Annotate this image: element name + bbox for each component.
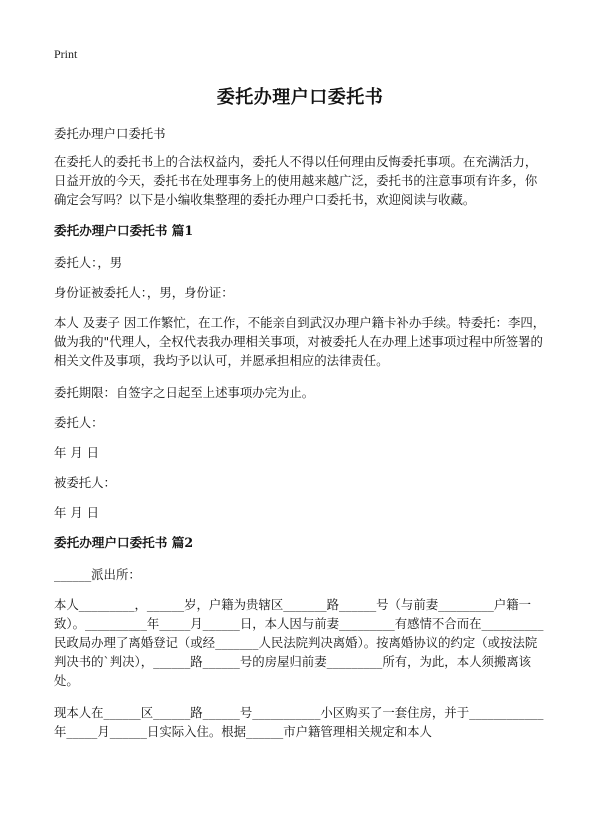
document-subtitle: 委托办理户口委托书: [54, 126, 166, 141]
paragraph: 委托人：，男: [54, 255, 123, 270]
paragraph: 年 月 日: [54, 505, 100, 520]
paragraph: 委托期限：自签字之日起至上述事项办完为止。: [54, 385, 315, 400]
paragraph: 现本人在______区______路______号___________小区购买了一套住房，并于____________年_____月______日实际入住。根据______市户籍管理相关规定和本人: [54, 705, 544, 739]
paragraph: 被委托人：: [54, 475, 116, 490]
paragraph: 本人_________，______岁，户籍为贵辖区_______路______号（与前妻_________户籍一致）。__________年_____月______日，本人因与前妻_________有感情不合而在__________民政局办理了离婚登记（或经_______人民法院判决离婚）。按离婚协议的约定（或按法院判决书的`判决），______路______号的房屋归前妻_________所有，为此，本人须搬离该处。: [54, 597, 544, 688]
paragraph: ______派出所：: [54, 567, 141, 582]
section-heading: 委托办理户口委托书 篇2: [54, 535, 194, 550]
paragraph: 本人 及妻子 因工作繁忙，在工作，不能亲自到武汉办理户籍卡补办手续。特委托：李四，做为我的"代理人，全权代表我办理相关事项，对被委托人在办理上述事项过程中所签署的相关文件及事项，我均予以认可，并愿承担相应的法律责任。: [54, 315, 546, 368]
print-link[interactable]: Print: [54, 47, 78, 61]
paragraph: 委托人：: [54, 415, 104, 430]
intro-paragraph: 在委托人的委托书上的合法权益内，委托人不得以任何理由反悔委托事项。在充满活力，日益开放的今天，委托书在处理事务上的使用越来越广泛，委托书的注意事项有许多，你确定会写吗？以下是小编收集整理的委托办理户口委托书，欢迎阅读与收藏。: [54, 154, 538, 207]
paragraph: 年 月 日: [54, 445, 100, 460]
section-heading: 委托办理户口委托书 篇1: [54, 223, 194, 238]
document-title: 委托办理户口委托书: [216, 87, 384, 108]
document-body: [54, 124, 548, 741]
paragraph: 身份证被委托人：，男，身份证：: [54, 285, 234, 300]
